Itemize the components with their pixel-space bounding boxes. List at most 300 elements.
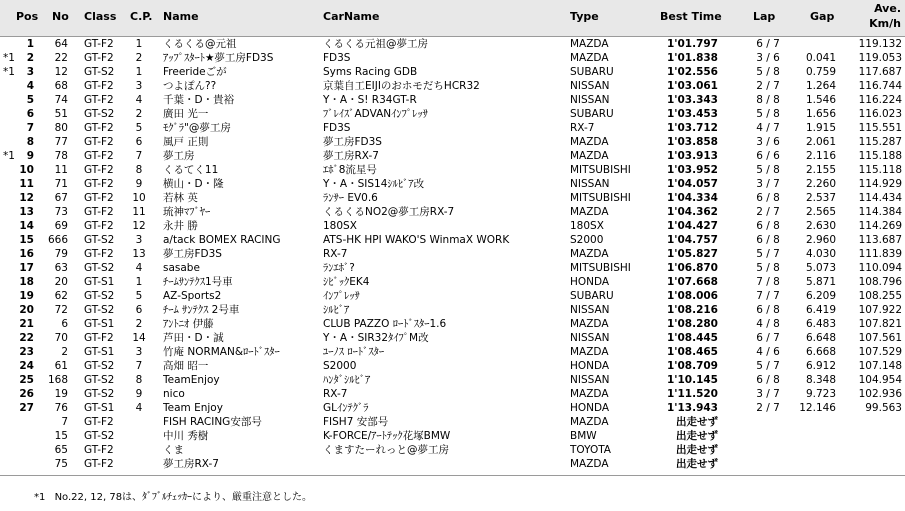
row-best-time: 1'07.668 xyxy=(666,276,718,288)
row-class: GT-F2 xyxy=(84,150,114,162)
row-name: 千葉・D・貴裕 xyxy=(163,94,235,106)
header-carname: CarName xyxy=(323,10,380,23)
row-name: ﾁｰﾑｻﾝﾃｸｽ1号車 xyxy=(163,276,233,288)
row-class: GT-F2 xyxy=(84,94,114,106)
row-no: 73 xyxy=(54,206,68,218)
row-carname: Y・A・SIR32ﾀｲﾌﾟM改 xyxy=(323,332,429,344)
table-row xyxy=(0,135,905,149)
row-pos: 21 xyxy=(19,318,34,330)
row-carname: ﾕｰﾉｽ ﾛｰﾄﾞｽﾀｰ xyxy=(323,346,385,358)
row-carname: FISH7 安部号 xyxy=(323,416,389,428)
row-name: Team Enjoy xyxy=(163,402,223,414)
table-row xyxy=(0,149,905,163)
table-row xyxy=(0,303,905,317)
row-no: 61 xyxy=(54,360,68,372)
row-ave: 115.188 xyxy=(858,150,902,162)
row-carname: ｴﾎﾞ8流星号 xyxy=(323,164,377,176)
row-cp: 7 xyxy=(135,360,143,372)
row-type: MAZDA xyxy=(570,38,609,50)
row-lap: 5 / 8 xyxy=(756,164,780,176)
row-type: S2000 xyxy=(570,234,604,246)
table-row xyxy=(0,247,905,261)
row-name: nico xyxy=(163,388,185,400)
row-cp: 8 xyxy=(135,374,143,386)
row-type: MAZDA xyxy=(570,318,609,330)
header-type: Type xyxy=(570,10,599,23)
footnote-text: No.22, 12, 78は、ﾀﾞﾌﾞﾙﾁｪｯｶｰにより、厳重注意とした。 xyxy=(54,492,313,503)
row-pos: 10 xyxy=(19,164,34,176)
row-pos: 4 xyxy=(26,80,34,92)
row-best-time: 出走せず xyxy=(676,416,718,428)
row-no: 666 xyxy=(47,234,68,246)
row-type: NISSAN xyxy=(570,332,610,344)
row-gap: 5.073 xyxy=(805,262,836,274)
row-name: 夢工房 xyxy=(163,150,195,162)
header-ave-line2: Km/h xyxy=(869,17,901,30)
row-ave: 111.839 xyxy=(858,248,902,260)
row-cp: 3 xyxy=(135,80,143,92)
row-best-time: 1'03.343 xyxy=(666,94,718,106)
row-lap: 5 / 8 xyxy=(756,66,780,78)
row-type: MAZDA xyxy=(570,150,609,162)
row-gap: 2.565 xyxy=(805,206,836,218)
row-ave: 113.687 xyxy=(858,234,902,246)
row-carname: ﾊﾝﾀﾞｼﾙﾋﾞｱ xyxy=(323,374,371,386)
row-ave: 108.255 xyxy=(858,290,902,302)
row-pos: 15 xyxy=(19,234,34,246)
row-name: AZ-Sports2 xyxy=(163,290,222,302)
row-name: くるてく11 xyxy=(163,164,219,176)
row-no: 6 xyxy=(61,318,68,330)
row-name: sasabe xyxy=(163,262,200,274)
row-ave: 107.922 xyxy=(858,304,902,316)
table-row xyxy=(0,177,905,191)
header-name: Name xyxy=(163,10,199,23)
row-name: ﾓｸﾞﾗ"@夢工房 xyxy=(163,122,231,134)
row-type: TOYOTA xyxy=(570,444,611,456)
row-carname: 京葉自工EIJIのおホモだちHCR32 xyxy=(323,80,480,92)
row-pos: 6 xyxy=(26,108,34,120)
row-ave: 107.561 xyxy=(858,332,902,344)
row-type: SUBARU xyxy=(570,108,614,120)
row-cp: 5 xyxy=(135,122,143,134)
row-best-time: 1'03.913 xyxy=(666,150,718,162)
row-name: 横山・D・隆 xyxy=(163,178,224,190)
row-no: 22 xyxy=(54,52,68,64)
row-gap: 0.759 xyxy=(805,66,836,78)
row-carname: ｲﾝﾌﾟﾚｯｻ xyxy=(323,290,360,302)
row-class: GT-S1 xyxy=(84,402,115,414)
row-pos: 9 xyxy=(26,150,34,162)
row-name: 夢工房RX-7 xyxy=(163,458,219,470)
row-lap: 3 / 7 xyxy=(756,178,780,190)
row-class: GT-S2 xyxy=(84,430,115,442)
row-gap: 6.209 xyxy=(805,290,836,302)
row-best-time: 1'13.943 xyxy=(666,402,718,414)
row-no: 2 xyxy=(61,346,68,358)
row-name: 竹庵 NORMAN&ﾛｰﾄﾞｽﾀｰ xyxy=(163,346,280,358)
row-gap: 0.041 xyxy=(805,52,836,64)
row-class: GT-S2 xyxy=(84,290,115,302)
row-best-time: 1'02.556 xyxy=(666,66,718,78)
row-type: NISSAN xyxy=(570,178,610,190)
table-row xyxy=(0,345,905,359)
row-name: ｱｯﾌﾟｽﾀｰﾄ★夢工房FD3S xyxy=(163,52,274,64)
row-lap: 7 / 8 xyxy=(756,276,780,288)
table-row xyxy=(0,415,905,429)
row-best-time: 1'03.952 xyxy=(666,164,718,176)
row-pos: 1 xyxy=(26,38,34,50)
row-type: MAZDA xyxy=(570,136,609,148)
table-row xyxy=(0,373,905,387)
table-row xyxy=(0,79,905,93)
row-best-time: 1'06.870 xyxy=(666,262,718,274)
row-name: Freerideごが xyxy=(163,66,227,78)
header-ave-line1: Ave. xyxy=(874,2,901,15)
row-best-time: 1'08.006 xyxy=(666,290,718,302)
row-pos: 2 xyxy=(26,52,34,64)
row-carname: ﾗﾝｴﾎﾞ? xyxy=(323,262,355,274)
row-lap: 5 / 7 xyxy=(756,360,780,372)
row-lap: 3 / 6 xyxy=(756,136,780,148)
row-best-time: 1'01.838 xyxy=(666,52,718,64)
row-carname: FD3S xyxy=(323,52,351,64)
row-ave: 107.148 xyxy=(858,360,902,372)
row-ave: 114.929 xyxy=(858,178,902,190)
row-cp: 10 xyxy=(132,192,146,204)
row-carname: くますたーれっと@夢工房 xyxy=(323,444,449,456)
row-cp: 6 xyxy=(135,304,143,316)
row-gap: 2.630 xyxy=(805,220,836,232)
table-row xyxy=(0,93,905,107)
row-name: FISH RACING安部号 xyxy=(163,416,262,428)
row-no: 76 xyxy=(54,402,68,414)
row-type: 180SX xyxy=(570,220,604,232)
row-no: 168 xyxy=(47,374,68,386)
row-cp: 4 xyxy=(135,94,143,106)
row-gap: 2.116 xyxy=(805,150,836,162)
row-best-time: 1'11.520 xyxy=(666,388,718,400)
table-row xyxy=(0,107,905,121)
row-type: MITSUBISHI xyxy=(570,164,631,176)
row-no: 11 xyxy=(54,164,68,176)
row-carname: RX-7 xyxy=(323,248,348,260)
row-best-time: 1'03.061 xyxy=(666,80,718,92)
row-class: GT-F2 xyxy=(84,192,114,204)
row-class: GT-F2 xyxy=(84,136,114,148)
row-lap: 5 / 7 xyxy=(756,248,780,260)
row-carname: 夢工房FD3S xyxy=(323,136,382,148)
row-cp: 5 xyxy=(135,290,143,302)
row-cp: 14 xyxy=(132,332,146,344)
footnote-mark: *1 xyxy=(34,492,46,503)
row-no: 70 xyxy=(54,332,68,344)
row-no: 7 xyxy=(61,416,68,428)
row-cp: 2 xyxy=(135,52,143,64)
row-no: 80 xyxy=(54,122,68,134)
row-gap: 6.648 xyxy=(805,332,836,344)
row-pos: 23 xyxy=(19,346,34,358)
row-ave: 104.954 xyxy=(858,374,902,386)
row-no: 69 xyxy=(54,220,68,232)
row-cp: 13 xyxy=(132,248,146,260)
row-best-time: 1'10.145 xyxy=(666,374,718,386)
row-class: GT-S1 xyxy=(84,276,115,288)
row-class: GT-F2 xyxy=(84,332,114,344)
row-lap: 6 / 7 xyxy=(756,332,780,344)
row-best-time: 1'08.280 xyxy=(666,318,718,330)
row-gap: 6.668 xyxy=(805,346,836,358)
row-type: HONDA xyxy=(570,402,610,414)
row-best-time: 1'08.465 xyxy=(666,346,718,358)
row-lap: 2 / 7 xyxy=(756,80,780,92)
row-class: GT-F2 xyxy=(84,80,114,92)
row-ave: 116.224 xyxy=(858,94,902,106)
row-cp: 9 xyxy=(135,178,143,190)
row-ave: 110.094 xyxy=(858,262,902,274)
table-row xyxy=(0,261,905,275)
row-class: GT-S2 xyxy=(84,374,115,386)
header-lap: Lap xyxy=(753,10,776,23)
row-best-time: 出走せず xyxy=(676,430,718,442)
row-name: 廣田 光一 xyxy=(163,108,209,120)
row-ave: 108.796 xyxy=(858,276,902,288)
row-lap: 4 / 7 xyxy=(756,122,780,134)
row-ave: 107.529 xyxy=(858,346,902,358)
row-carname: Y・A・S! R34GT-R xyxy=(323,94,417,106)
row-lap: 6 / 6 xyxy=(756,150,780,162)
row-class: GT-F2 xyxy=(84,206,114,218)
row-type: MAZDA xyxy=(570,388,609,400)
row-name: くま xyxy=(163,444,184,456)
row-ave: 119.053 xyxy=(858,52,902,64)
row-carname: RX-7 xyxy=(323,388,348,400)
row-best-time: 1'04.757 xyxy=(666,234,718,246)
row-class: GT-F2 xyxy=(84,164,114,176)
row-ave: 99.563 xyxy=(865,402,902,414)
row-no: 75 xyxy=(54,458,68,470)
row-gap: 2.960 xyxy=(805,234,836,246)
row-name: 芦田・D・誠 xyxy=(163,332,224,344)
row-best-time: 1'04.427 xyxy=(666,220,718,232)
row-no: 74 xyxy=(54,94,68,106)
row-gap: 5.871 xyxy=(805,276,836,288)
row-gap: 8.348 xyxy=(805,374,836,386)
row-class: GT-S1 xyxy=(84,318,115,330)
row-cp: 1 xyxy=(135,66,143,78)
row-type: NISSAN xyxy=(570,374,610,386)
row-class: GT-S2 xyxy=(84,108,115,120)
row-pos: 26 xyxy=(19,388,34,400)
row-pos: 19 xyxy=(19,290,34,302)
row-lap: 7 / 7 xyxy=(756,290,780,302)
row-carname: K-FORCE/ｱｰﾄﾃｯｸ花塚BMW xyxy=(323,430,451,442)
row-pos: 12 xyxy=(19,192,34,204)
row-gap: 4.030 xyxy=(805,248,836,260)
row-carname: GLｲﾝﾃｸﾞﾗ xyxy=(323,402,369,414)
row-lap: 6 / 8 xyxy=(756,234,780,246)
row-lap: 3 / 6 xyxy=(756,52,780,64)
row-pos: 8 xyxy=(26,136,34,148)
row-no: 65 xyxy=(54,444,68,456)
header-best-time: Best Time xyxy=(660,10,722,23)
row-pos: 27 xyxy=(19,402,34,414)
table-row xyxy=(0,275,905,289)
row-class: GT-F2 xyxy=(84,458,114,470)
row-lap: 6 / 7 xyxy=(756,38,780,50)
row-class: GT-S2 xyxy=(84,360,115,372)
row-name: 夢工房FD3S xyxy=(163,248,222,260)
row-best-time: 1'08.445 xyxy=(666,332,718,344)
row-ave: 115.287 xyxy=(858,136,902,148)
row-name: 風戸 正則 xyxy=(163,136,209,148)
row-gap: 1.546 xyxy=(805,94,836,106)
row-lap: 6 / 8 xyxy=(756,220,780,232)
row-class: GT-F2 xyxy=(84,444,114,456)
row-ave: 116.744 xyxy=(858,80,902,92)
row-mark: *1 xyxy=(3,52,15,64)
row-cp: 4 xyxy=(135,402,143,414)
row-cp: 1 xyxy=(135,38,143,50)
row-gap: 1.915 xyxy=(805,122,836,134)
row-pos: 3 xyxy=(26,66,34,78)
row-name: 琉神ﾏﾌﾞﾔｰ xyxy=(163,206,211,218)
row-cp: 9 xyxy=(135,388,143,400)
row-pos: 13 xyxy=(19,206,34,218)
row-gap: 6.912 xyxy=(805,360,836,372)
row-pos: 22 xyxy=(19,332,34,344)
row-class: GT-F2 xyxy=(84,122,114,134)
row-name: a/tack BOMEX RACING xyxy=(163,234,281,246)
row-lap: 2 / 7 xyxy=(756,402,780,414)
row-class: GT-F2 xyxy=(84,178,114,190)
row-class: GT-F2 xyxy=(84,38,114,50)
table-row xyxy=(0,457,905,471)
row-gap: 1.264 xyxy=(805,80,836,92)
row-ave: 117.687 xyxy=(858,66,902,78)
table-row xyxy=(0,163,905,177)
row-pos: 16 xyxy=(19,248,34,260)
row-best-time: 出走せず xyxy=(676,458,718,470)
row-class: GT-S2 xyxy=(84,234,115,246)
row-no: 71 xyxy=(54,178,68,190)
row-pos: 7 xyxy=(26,122,34,134)
table-row xyxy=(0,121,905,135)
table-row xyxy=(0,289,905,303)
row-ave: 116.023 xyxy=(858,108,902,120)
row-cp: 6 xyxy=(135,136,143,148)
row-gap: 1.656 xyxy=(805,108,836,120)
row-carname: ｼﾙﾋﾞｱ xyxy=(323,304,350,316)
row-carname: くるくる元祖@夢工房 xyxy=(323,38,428,50)
row-no: 72 xyxy=(54,304,68,316)
row-name: つよぽん?? xyxy=(163,80,217,92)
row-carname: 夢工房RX-7 xyxy=(323,150,379,162)
table-row xyxy=(0,443,905,457)
row-pos: 5 xyxy=(26,94,34,106)
table-row xyxy=(0,331,905,345)
row-name: 永井 勝 xyxy=(163,220,198,232)
row-best-time: 1'03.453 xyxy=(666,108,718,120)
row-gap: 2.537 xyxy=(805,192,836,204)
row-class: GT-F2 xyxy=(84,248,114,260)
row-carname: Y・A・SIS14ｼﾙﾋﾞｱ改 xyxy=(323,178,425,190)
row-gap: 9.723 xyxy=(805,388,836,400)
header-no: No xyxy=(52,10,69,23)
table-row xyxy=(0,317,905,331)
row-cp: 4 xyxy=(135,262,143,274)
header-pos: Pos xyxy=(16,10,39,23)
table-row xyxy=(0,401,905,415)
row-name: 若林 英 xyxy=(163,192,198,204)
table-row xyxy=(0,51,905,65)
row-ave: 119.132 xyxy=(858,38,902,50)
row-type: NISSAN xyxy=(570,304,610,316)
row-no: 12 xyxy=(54,66,68,78)
row-pos: 11 xyxy=(19,178,34,190)
row-carname: Syms Racing GDB xyxy=(323,66,418,78)
row-lap: 4 / 8 xyxy=(756,318,780,330)
table-row xyxy=(0,387,905,401)
row-no: 19 xyxy=(54,388,68,400)
row-cp: 8 xyxy=(135,164,143,176)
row-type: SUBARU xyxy=(570,290,614,302)
row-name: 中川 秀樹 xyxy=(163,430,209,442)
row-lap: 3 / 7 xyxy=(756,388,780,400)
row-best-time: 1'03.858 xyxy=(666,136,718,148)
row-no: 64 xyxy=(54,38,68,50)
table-header xyxy=(0,0,905,37)
row-gap: 2.061 xyxy=(805,136,836,148)
row-best-time: 1'03.712 xyxy=(666,122,718,134)
row-no: 78 xyxy=(54,150,68,162)
row-no: 62 xyxy=(54,290,68,302)
row-pos: 20 xyxy=(19,304,34,316)
row-type: NISSAN xyxy=(570,80,610,92)
row-best-time: 出走せず xyxy=(676,444,718,456)
row-type: MAZDA xyxy=(570,248,609,260)
row-pos: 24 xyxy=(19,360,34,372)
row-type: MAZDA xyxy=(570,458,609,470)
row-no: 67 xyxy=(54,192,68,204)
row-best-time: 1'08.709 xyxy=(666,360,718,372)
row-ave: 114.269 xyxy=(858,220,902,232)
row-ave: 115.551 xyxy=(858,122,902,134)
row-type: MITSUBISHI xyxy=(570,192,631,204)
row-ave: 102.936 xyxy=(858,388,902,400)
row-carname: ﾌﾞﾚｲｽﾞADVANｲﾝﾌﾟﾚｯｻ xyxy=(323,108,428,120)
row-best-time: 1'04.057 xyxy=(666,178,718,190)
row-name: ﾁｰﾑ ｻﾝﾃｸｽ 2号車 xyxy=(163,304,240,316)
header-class: Class xyxy=(84,10,117,23)
row-best-time: 1'04.334 xyxy=(666,192,718,204)
row-lap: 2 / 7 xyxy=(756,206,780,218)
row-cp: 2 xyxy=(135,108,143,120)
row-type: HONDA xyxy=(570,276,610,288)
row-mark: *1 xyxy=(3,150,15,162)
row-gap: 6.419 xyxy=(805,304,836,316)
results-table-body xyxy=(0,37,905,471)
row-lap: 8 / 8 xyxy=(756,94,780,106)
footnote xyxy=(34,488,312,503)
row-class: GT-S2 xyxy=(84,304,115,316)
row-class: GT-S1 xyxy=(84,346,115,358)
row-type: HONDA xyxy=(570,360,610,372)
row-carname: CLUB PAZZO ﾛｰﾄﾞｽﾀｰ1.6 xyxy=(323,318,447,330)
row-mark: *1 xyxy=(3,66,15,78)
row-cp: 7 xyxy=(135,150,143,162)
row-type: MAZDA xyxy=(570,416,609,428)
